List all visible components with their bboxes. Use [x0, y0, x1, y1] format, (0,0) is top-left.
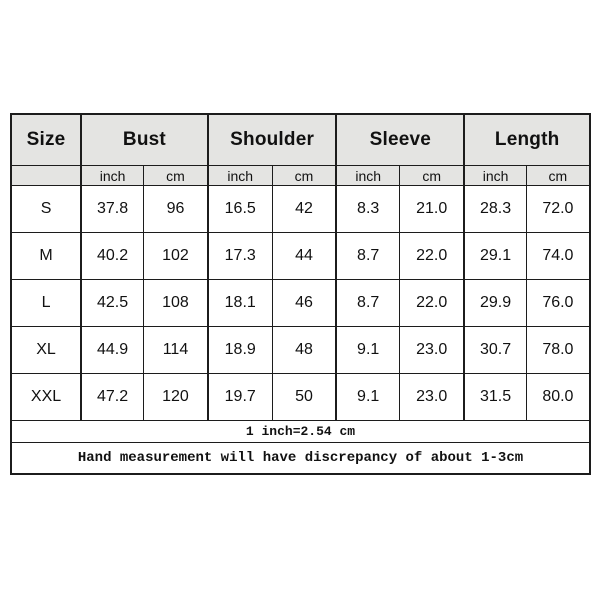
value-cell: 28.3	[464, 186, 526, 233]
unit-header-shoulder-inch: inch	[208, 166, 272, 186]
value-cell: 78.0	[526, 327, 590, 374]
table-row-s	[11, 186, 590, 233]
table-row-xl	[11, 327, 590, 374]
value-cell: 120	[144, 374, 208, 421]
note-row-disclaimer	[11, 443, 590, 475]
value-cell: 76.0	[526, 280, 590, 327]
column-header-size: Size	[11, 114, 81, 166]
size-cell: L	[11, 280, 81, 327]
value-cell: 31.5	[464, 374, 526, 421]
value-cell: 22.0	[399, 233, 464, 280]
column-header-bust: Bust	[81, 114, 208, 166]
table-row-m	[11, 233, 590, 280]
value-cell: 8.7	[336, 233, 399, 280]
value-cell: 37.8	[81, 186, 144, 233]
size-cell: XXL	[11, 374, 81, 421]
note-conversion: 1 inch=2.54 cm	[11, 421, 590, 443]
column-header-sleeve: Sleeve	[336, 114, 464, 166]
value-cell: 96	[144, 186, 208, 233]
note-row-conversion	[11, 421, 590, 443]
value-cell: 23.0	[399, 374, 464, 421]
value-cell: 50	[272, 374, 336, 421]
note-disclaimer: Hand measurement will have discrepancy of about 1-3cm	[11, 443, 590, 475]
column-header-length: Length	[464, 114, 590, 166]
units-row	[11, 166, 590, 186]
value-cell: 72.0	[526, 186, 590, 233]
value-cell: 42	[272, 186, 336, 233]
unit-header-length-cm: cm	[526, 166, 590, 186]
value-cell: 44	[272, 233, 336, 280]
value-cell: 44.9	[81, 327, 144, 374]
value-cell: 74.0	[526, 233, 590, 280]
value-cell: 8.3	[336, 186, 399, 233]
value-cell: 40.2	[81, 233, 144, 280]
value-cell: 29.1	[464, 233, 526, 280]
unit-header-sleeve-inch: inch	[336, 166, 399, 186]
size-chart-container	[10, 113, 591, 475]
value-cell: 48	[272, 327, 336, 374]
column-header-shoulder: Shoulder	[208, 114, 337, 166]
unit-header-bust-cm: cm	[144, 166, 208, 186]
unit-header-length-inch: inch	[464, 166, 526, 186]
value-cell: 9.1	[336, 374, 399, 421]
unit-header-bust-inch: inch	[81, 166, 144, 186]
value-cell: 23.0	[399, 327, 464, 374]
table-row-l	[11, 280, 590, 327]
size-cell: S	[11, 186, 81, 233]
value-cell: 18.1	[208, 280, 272, 327]
value-cell: 102	[144, 233, 208, 280]
value-cell: 9.1	[336, 327, 399, 374]
unit-header-sleeve-cm: cm	[399, 166, 464, 186]
value-cell: 108	[144, 280, 208, 327]
unit-header-shoulder-cm: cm	[272, 166, 336, 186]
size-cell: M	[11, 233, 81, 280]
table-row-xxl	[11, 374, 590, 421]
value-cell: 22.0	[399, 280, 464, 327]
value-cell: 17.3	[208, 233, 272, 280]
value-cell: 19.7	[208, 374, 272, 421]
value-cell: 47.2	[81, 374, 144, 421]
value-cell: 21.0	[399, 186, 464, 233]
value-cell: 8.7	[336, 280, 399, 327]
size-chart-table	[10, 113, 591, 475]
value-cell: 114	[144, 327, 208, 374]
value-cell: 30.7	[464, 327, 526, 374]
value-cell: 46	[272, 280, 336, 327]
value-cell: 29.9	[464, 280, 526, 327]
value-cell: 80.0	[526, 374, 590, 421]
value-cell: 42.5	[81, 280, 144, 327]
size-cell: XL	[11, 327, 81, 374]
value-cell: 16.5	[208, 186, 272, 233]
value-cell: 18.9	[208, 327, 272, 374]
units-empty-cell	[11, 166, 81, 186]
header-row	[11, 114, 590, 166]
